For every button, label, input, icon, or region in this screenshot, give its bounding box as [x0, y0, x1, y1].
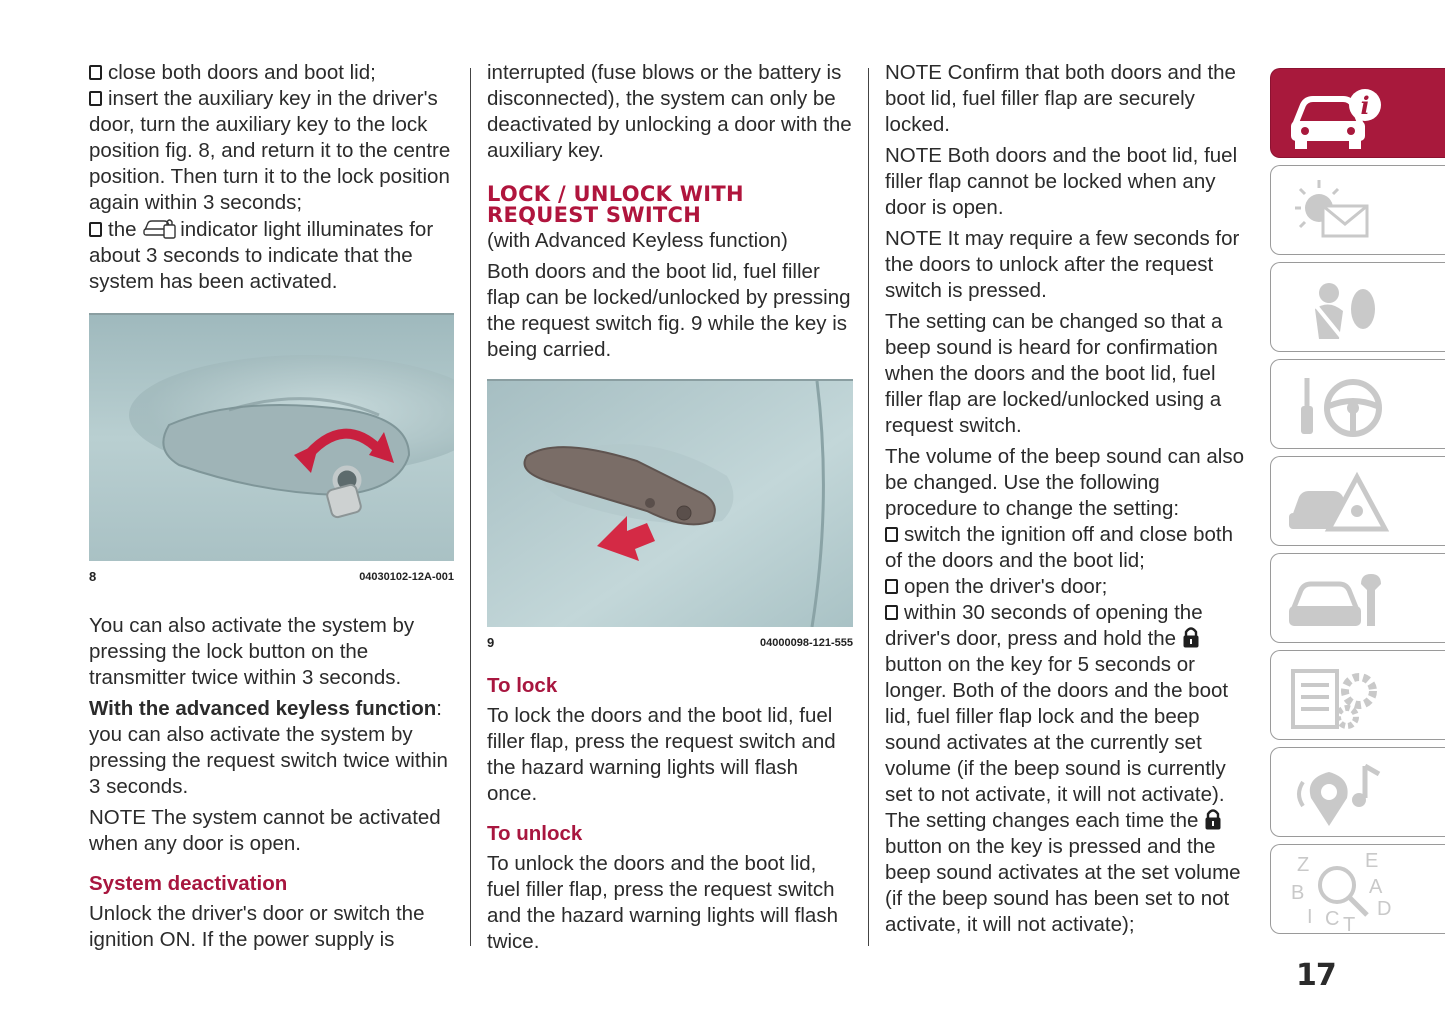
figure-number: 8: [89, 569, 97, 584]
checkbox-bullet-icon: [89, 65, 102, 80]
index-letter: E: [1365, 850, 1379, 872]
subheading-keyless: (with Advanced Keyless function): [487, 229, 788, 252]
note-cannot-activate: NOTE The system cannot be activated when any door is open.: [89, 806, 441, 855]
safety-airbag-icon: [1285, 269, 1395, 349]
index-letter: B: [1291, 882, 1305, 904]
figure-9-caption: [487, 635, 853, 651]
note-cannot-lock: NOTE Both doors and the boot lid, fuel filler flap cannot be locked when any door is open.: [885, 144, 1238, 219]
figure-number: 9: [487, 635, 495, 650]
multimedia-icon: [1285, 754, 1395, 834]
index-letter: C: [1325, 908, 1340, 930]
checkbox-bullet-icon: [89, 91, 102, 106]
para-deactivation: Unlock the driver's door or switch the ignition ON. If the power supply is: [89, 902, 425, 951]
para-beep-volume: The volume of the beep sound can also be changed. Use the following procedure to change the setting:: [885, 445, 1244, 520]
note-confirm-locked: NOTE Confirm that both doors and the boot lid, fuel filler flap are securely locked.: [885, 61, 1236, 136]
tab-maintenance[interactable]: [1270, 553, 1445, 643]
figure-code: 04000098-121-555: [760, 637, 853, 649]
column-1: [89, 60, 454, 958]
tab-index[interactable]: [1270, 844, 1445, 934]
para-interrupted: interrupted (fuse blows or the battery is disconnected), the system can only be deactivated by unlocking a door with the auxiliary key.: [487, 61, 852, 162]
index-letter: Z: [1297, 854, 1310, 876]
column-divider: [868, 68, 869, 946]
bullet-indicator-light: the indicator light illuminates for about 3 seconds to indicate that the system has been activated.: [89, 218, 434, 293]
tab-technical-data[interactable]: [1270, 650, 1445, 740]
technical-data-icon: [1285, 657, 1395, 737]
lock-icon: [1182, 626, 1200, 648]
checkbox-bullet-icon: [885, 579, 898, 594]
column-3: [885, 60, 1247, 938]
figure-9: [487, 379, 853, 651]
tab-car-info[interactable]: [1270, 68, 1445, 158]
heading-to-unlock: To unlock: [487, 822, 583, 845]
maintenance-icon: [1285, 560, 1395, 640]
bullet-ignition-off: switch the ignition off and close both of the doors and the boot lid;: [885, 523, 1233, 572]
emergency-icon: [1285, 463, 1395, 543]
checkbox-bullet-icon: [89, 222, 102, 237]
figure-8-caption: [89, 569, 454, 585]
para-beep-setting: The setting can be changed so that a beep sound is heard for confirmation when the doors and the boot lid, fuel filler flap are locked/unlocked using a request switch.: [885, 310, 1223, 437]
heading-lock-unlock: LOCK / UNLOCK WITH REQUEST SWITCH: [487, 182, 744, 227]
checkbox-bullet-icon: [885, 527, 898, 542]
column-divider: [470, 68, 471, 946]
note-few-seconds: NOTE It may require a few seconds for the doors to unlock after the request switch is pressed.: [885, 227, 1240, 302]
car-info-icon: [1285, 75, 1395, 155]
para-request-switch: Both doors and the boot lid, fuel filler flap can be locked/unlocked by pressing the request switch fig. 9 while the key is being carried.: [487, 260, 851, 361]
heading-to-lock: To lock: [487, 674, 558, 697]
column-2: [487, 60, 853, 960]
starting-driving-icon: [1285, 366, 1395, 446]
tab-starting-driving[interactable]: [1270, 359, 1445, 449]
svg-text:i: i: [1360, 91, 1370, 120]
para-advanced-keyless: With the advanced keyless function: you can also activate the system by pressing the request switch twice within 3 seconds.: [89, 697, 448, 798]
bullet-press-hold: within 30 seconds of opening the driver's door, press and hold the button on the key for 5 seconds or longer. Both of the doors and the boot lid, fuel filler flap lock and the beep sound activates at the currently set volume (if the beep sound is currently set to not activate, it will not activate). The setting changes each time the button on the key is pressed and the beep sound activates at the set volume (if the beep sound has been set to not activate, it will not activate);: [885, 601, 1241, 936]
para-to-lock: To lock the doors and the boot lid, fuel filler flap, press the request switch and the hazard warning lights will flash once.: [487, 704, 836, 805]
index-letter: A: [1369, 876, 1383, 898]
tab-emergency[interactable]: [1270, 456, 1445, 546]
index-letter: T: [1343, 914, 1356, 935]
tab-warning-lights[interactable]: [1270, 165, 1445, 255]
warning-lights-icon: [1285, 172, 1395, 252]
page-number: 17: [1296, 958, 1336, 993]
tab-safety[interactable]: [1270, 262, 1445, 352]
bullet-close-doors: close both doors and boot lid;: [89, 60, 454, 86]
door-handle-key-photo: [89, 315, 454, 561]
para-transmitter: You can also activate the system by pressing the lock button on the transmitter twice within 3 seconds.: [89, 614, 415, 689]
figure-8: [89, 313, 454, 585]
checkbox-bullet-icon: [885, 605, 898, 620]
security-indicator-icon: [142, 216, 178, 240]
index-letter: D: [1377, 898, 1392, 920]
request-switch-photo: [487, 381, 853, 627]
heading-system-deactivation: System deactivation: [89, 872, 288, 895]
index-icon: [1285, 845, 1395, 935]
lock-icon: [1204, 808, 1222, 830]
figure-code: 04030102-12A-001: [359, 571, 454, 583]
bullet-insert-key: insert the auxiliary key in the driver's door, turn the auxiliary key to the lock position fig. 8, and return it to the centre position. Then turn it to the lock position again within 3 seconds;: [89, 87, 451, 214]
tab-multimedia[interactable]: [1270, 747, 1445, 837]
bullet-open-door: open the driver's door;: [885, 574, 1247, 600]
index-letter: I: [1307, 906, 1313, 928]
para-to-unlock: To unlock the doors and the boot lid, fuel filler flap, press the request switch and the hazard warning lights will flash twice.: [487, 852, 838, 953]
